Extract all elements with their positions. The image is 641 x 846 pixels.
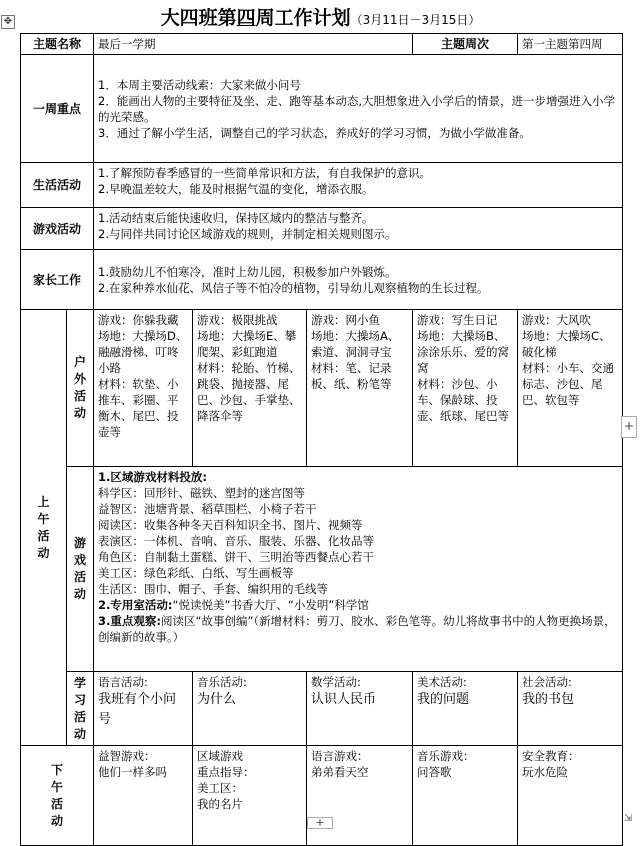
afternoon-activities-label: 下 午 活 动 (21, 746, 94, 846)
life-activities-line: 2.早晚温差较大，能及时根据气温的变化，增添衣服。 (98, 182, 374, 196)
game-activities-line: 2.与同伴共同讨论区域游戏的规则，并制定相关规则图示。 (98, 227, 397, 241)
area-materials-heading: 1.区域游戏材料投放: (98, 470, 207, 484)
weekly-focus-row (21, 55, 623, 163)
area-games-label: 游 戏 活 动 (67, 467, 94, 672)
outdoor-game-cell: 游戏：大风吹 场地：大操场C、破化梯 材料：小车、交通标志、沙包、尾巴、软包等 (518, 310, 623, 467)
theme-name-value: 最后一学期 (94, 34, 413, 55)
afternoon-activities-row (21, 746, 623, 846)
parent-work-line: 2.在家种养水仙花、风信子等不怕冷的植物，引导幼儿观察植物的生长过程。 (98, 280, 489, 295)
special-room-text: “悦读悦美”书香大厅、“小发明”科学馆 (172, 598, 369, 612)
learning-activity-type: 语言活动: (98, 675, 148, 689)
learning-activity-name: 我的书包 (522, 692, 575, 707)
add-row-icon[interactable]: + (307, 817, 333, 829)
parent-work-line: 1.鼓励幼儿不怕寒冷，准时上幼儿园，积极参加户外锻炼。 (98, 264, 397, 279)
outdoor-game-cell: 游戏：极限挑战 场地：大操场E、攀爬架、彩虹跑道 材料：轮胎、竹梯、跳袋、抛接器、尾巴、沙包、手掌垫、降落伞等 (193, 310, 307, 467)
weekly-focus-label: 一周重点 (21, 55, 94, 163)
game-activities-content (94, 208, 623, 250)
afternoon-activity-cell: 安全教育： 玩水危险 (518, 746, 623, 846)
area-materials-item: 美工区：绿色彩纸、白纸、写生画板等 (98, 566, 294, 580)
title-week-number: 四 (236, 7, 256, 29)
area-materials-item: 科学区：回形针、磁铁、塑封的迷宫图等 (98, 486, 306, 500)
learning-activity-type: 美术活动: (417, 675, 467, 689)
area-games-content (94, 467, 623, 672)
learning-activity-name: 认识人民币 (311, 692, 377, 707)
outdoor-game-cell: 游戏：写生日记 场地：大操场B、涂涂乐乐、爱的窝窝 材料：沙包、小车、保龄球、投壶、纸球、尾巴等 (413, 310, 518, 467)
key-observation (98, 613, 618, 645)
title-date-range: （3月11日－3月15日） (350, 13, 481, 27)
parent-work-content (94, 250, 623, 310)
game-activities-label: 游戏活动 (21, 208, 94, 250)
area-materials-item: 阅读区：收集各种冬天百科知识全书、图片、视频等 (98, 518, 363, 532)
area-materials-item: 表演区：一体机、音响、音乐、服装、乐器、化妆品等 (98, 534, 375, 548)
outdoor-activities-label: 户 外 活 动 (67, 310, 94, 467)
life-activities-row (21, 163, 623, 208)
game-activities-line: 1.活动结束后能快速收归，保持区域内的整洁与整齐。 (98, 211, 374, 225)
theme-week-value: 第一主题第四周 (518, 34, 623, 55)
outdoor-game-cell: 游戏：网小鱼 场地：大操场A、索道、洞洞寻宝 材料：笔、记录板、纸、粉笔等 (307, 310, 413, 467)
add-column-icon[interactable]: + (621, 416, 637, 438)
key-observation-text: 阅读区“故事创编”（新增材料：剪刀、胶水、彩色笔等。幼儿将故事书中的人物更换场景，创编新的故事。） (98, 614, 616, 644)
special-room-heading: 2.专用室活动: (98, 598, 173, 612)
afternoon-activity-cell: 语言游戏： 弟弟看天空 (307, 746, 413, 846)
learning-activity-name: 我班有个小问号 (98, 692, 177, 727)
outdoor-activities-row (21, 310, 623, 467)
learning-activity-type: 社会活动: (522, 675, 572, 689)
learning-activities-label: 学 习 活 动 (67, 672, 94, 746)
learning-activity-type: 音乐活动: (197, 675, 247, 689)
morning-activities-label: 上 午 活 动 (21, 310, 67, 746)
learning-activity-cell (307, 672, 413, 746)
learning-activity-name: 我的问题 (417, 692, 470, 707)
weekly-plan-table (20, 33, 623, 846)
weekly-focus-line: 1．本周主要活动线索：大家来做小问号 (98, 77, 301, 92)
learning-activity-cell (518, 672, 623, 746)
afternoon-activity-cell: 音乐游戏： 问答歌 (413, 746, 518, 846)
weekly-focus-line: 2．能画出人物的主要特征及坐、走、跑等基本动态,大胆想象进入小学后的情景，进一步增强进入小学的光荣感。 (98, 93, 615, 124)
area-materials-item: 角色区：自制黏土蛋糕、饼干、三明治等西餐点心若干 (98, 550, 375, 564)
afternoon-activity-cell: 益智游戏： 他们一样多吗 (94, 746, 193, 846)
theme-row (21, 34, 623, 55)
life-activities-label: 生活活动 (21, 163, 94, 208)
area-materials-item: 生活区：围巾、帽子、手套、编织用的毛线等 (98, 582, 329, 596)
life-activities-content (94, 163, 623, 208)
learning-activity-name: 为什么 (197, 692, 237, 707)
afternoon-activity-cell: 区域游戏 重点指导： 美工区： 我的名片 (193, 746, 307, 846)
area-materials-item: 益智区：池塘背景、稻草围栏、小椅子若干 (98, 502, 317, 516)
key-observation-heading: 3.重点观察: (98, 614, 161, 628)
life-activities-line: 1.了解预防春季感冒的一些简单常识和方法，有自我保护的意识。 (98, 166, 431, 180)
learning-activity-cell (193, 672, 307, 746)
learning-activity-cell (413, 672, 518, 746)
learning-activity-cell (94, 672, 193, 746)
special-room-activities (98, 597, 618, 613)
title-suffix: 周工作计划 (255, 7, 351, 29)
game-activities-row (21, 208, 623, 250)
theme-week-label: 主题周次 (413, 34, 518, 55)
weekly-focus-content (94, 55, 623, 163)
weekly-focus-line: 3．通过了解小学生活，调整自己的学习状态，养成好的学习习惯，为做小学做准备。 (98, 125, 531, 140)
learning-activity-type: 数学活动: (311, 675, 361, 689)
theme-name-label: 主题名称 (21, 34, 94, 55)
learning-activities-row (21, 672, 623, 746)
parent-work-label: 家长工作 (21, 250, 94, 310)
table-move-handle-icon[interactable]: ✥ (1, 15, 15, 29)
title-prefix: 大四班第 (160, 7, 237, 29)
document-title (0, 3, 641, 30)
outdoor-game-cell: 游戏：你躲我藏 场地：大操场D、融融滑梯、叮咚小路 材料：软垫、小推车、彩圈、平衡木、尾巴、投壶等 (94, 310, 193, 467)
table-resize-icon[interactable]: ⇲ (624, 813, 633, 824)
parent-work-row (21, 250, 623, 310)
area-games-row (21, 467, 623, 672)
